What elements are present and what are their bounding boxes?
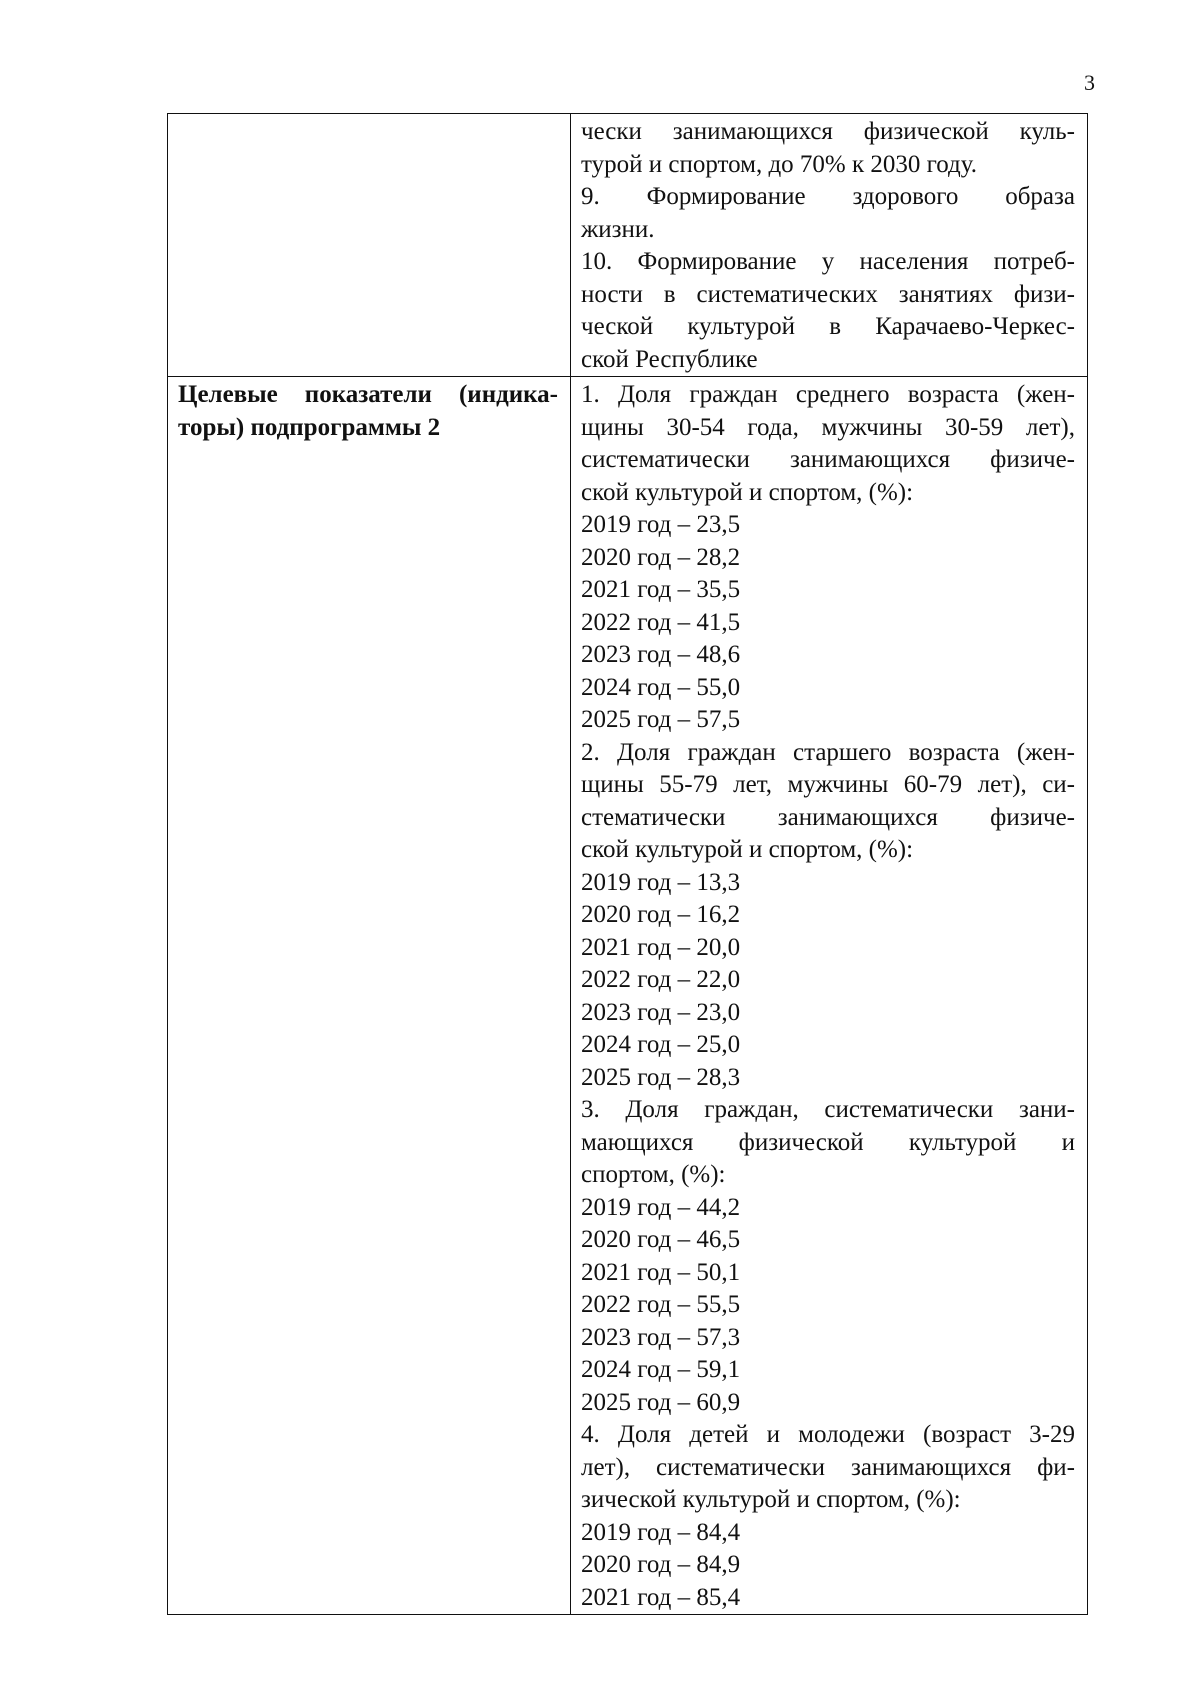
text-line: зической культурой и спортом, (%): (581, 1486, 961, 1513)
text-line: 2025 год – 57,5 (581, 706, 741, 733)
text-line: 2019 год – 84,4 (581, 1518, 741, 1546)
text-line: 2021 год – 35,5 (581, 576, 741, 603)
text-line: 2020 год – 84,9 (581, 1551, 741, 1578)
row-content-cell (571, 114, 1088, 377)
text-line: 2022 год – 55,5 (581, 1291, 741, 1318)
text-line: 2020 год – 28,2 (581, 543, 741, 571)
text-line: систематически занимающихся физиче- (581, 446, 1075, 473)
text-line: 3. Доля граждан, систематически зани- (581, 1096, 1075, 1123)
text-line: 2024 год – 55,0 (581, 673, 741, 701)
text-line: ской Республике (581, 345, 758, 373)
text-line: 4. Доля детей и молодежи (возраст 3-29 (581, 1421, 1075, 1448)
row-label: Целевые показатели (индика-торы) подпрограммы 2 (178, 381, 558, 441)
text-line: лет), систематически занимающихся фи- (581, 1453, 1075, 1481)
passport-table (167, 113, 1088, 1615)
text-line: 2025 год – 60,9 (581, 1388, 741, 1416)
text-line: 2024 год – 59,1 (581, 1356, 741, 1383)
text-line: ской культурой и спортом, (%): (581, 478, 914, 506)
text-line: 2021 год – 50,1 (581, 1258, 741, 1286)
text-line: 2020 год – 46,5 (581, 1226, 741, 1253)
page-number: 3 (1084, 70, 1095, 95)
text-line: 2023 год – 48,6 (581, 641, 741, 668)
text-line: щины 30-54 года, мужчины 30-59 лет), (581, 413, 1075, 441)
text-line: 2023 год – 23,0 (581, 998, 741, 1026)
row-label-cell (168, 114, 571, 377)
text-line: 2019 год – 44,2 (581, 1193, 741, 1221)
text-line: мающихся физической культурой и (581, 1128, 1075, 1156)
text-line: 2022 год – 22,0 (581, 966, 741, 993)
text-line: 2. Доля граждан старшего возраста (жен- (581, 738, 1075, 766)
text-line: 9. Формирование здорового образа (581, 183, 1075, 210)
text-line: стематически занимающихся физиче- (581, 803, 1075, 831)
text-line: ской культурой и спортом, (%): (581, 836, 914, 863)
text-line: 2023 год – 57,3 (581, 1323, 741, 1351)
row-content-cell (571, 377, 1088, 1615)
text-line: 2025 год – 28,3 (581, 1063, 741, 1091)
text-line: 2022 год – 41,5 (581, 608, 741, 636)
text-line: щины 55-79 лет, мужчины 60-79 лет), си- (581, 771, 1075, 798)
text-line: 2019 год – 23,5 (581, 511, 741, 538)
text-line: чески занимающихся физической куль- (581, 118, 1075, 145)
text-line: 2019 год – 13,3 (581, 868, 741, 896)
text-line: 2020 год – 16,2 (581, 901, 741, 928)
table-row (168, 377, 1088, 1615)
text-line: турой и спортом, до 70% к 2030 году. (581, 150, 978, 178)
text-line: 1. Доля граждан среднего возраста (жен- (581, 381, 1075, 408)
text-line: ности в систематических занятиях физи- (581, 280, 1075, 308)
text-line: спортом, (%): (581, 1161, 726, 1188)
text-line: 2021 год – 85,4 (581, 1583, 741, 1611)
text-line: ческой культурой в Карачаево-Черкес- (581, 313, 1075, 340)
text-line: жизни. (581, 215, 655, 243)
text-line: 2021 год – 20,0 (581, 933, 741, 961)
row-label-cell (168, 377, 571, 1615)
text-line: 10. Формирование у населения потреб- (581, 248, 1075, 275)
text-line: 2024 год – 25,0 (581, 1031, 741, 1058)
table-row (168, 114, 1088, 377)
